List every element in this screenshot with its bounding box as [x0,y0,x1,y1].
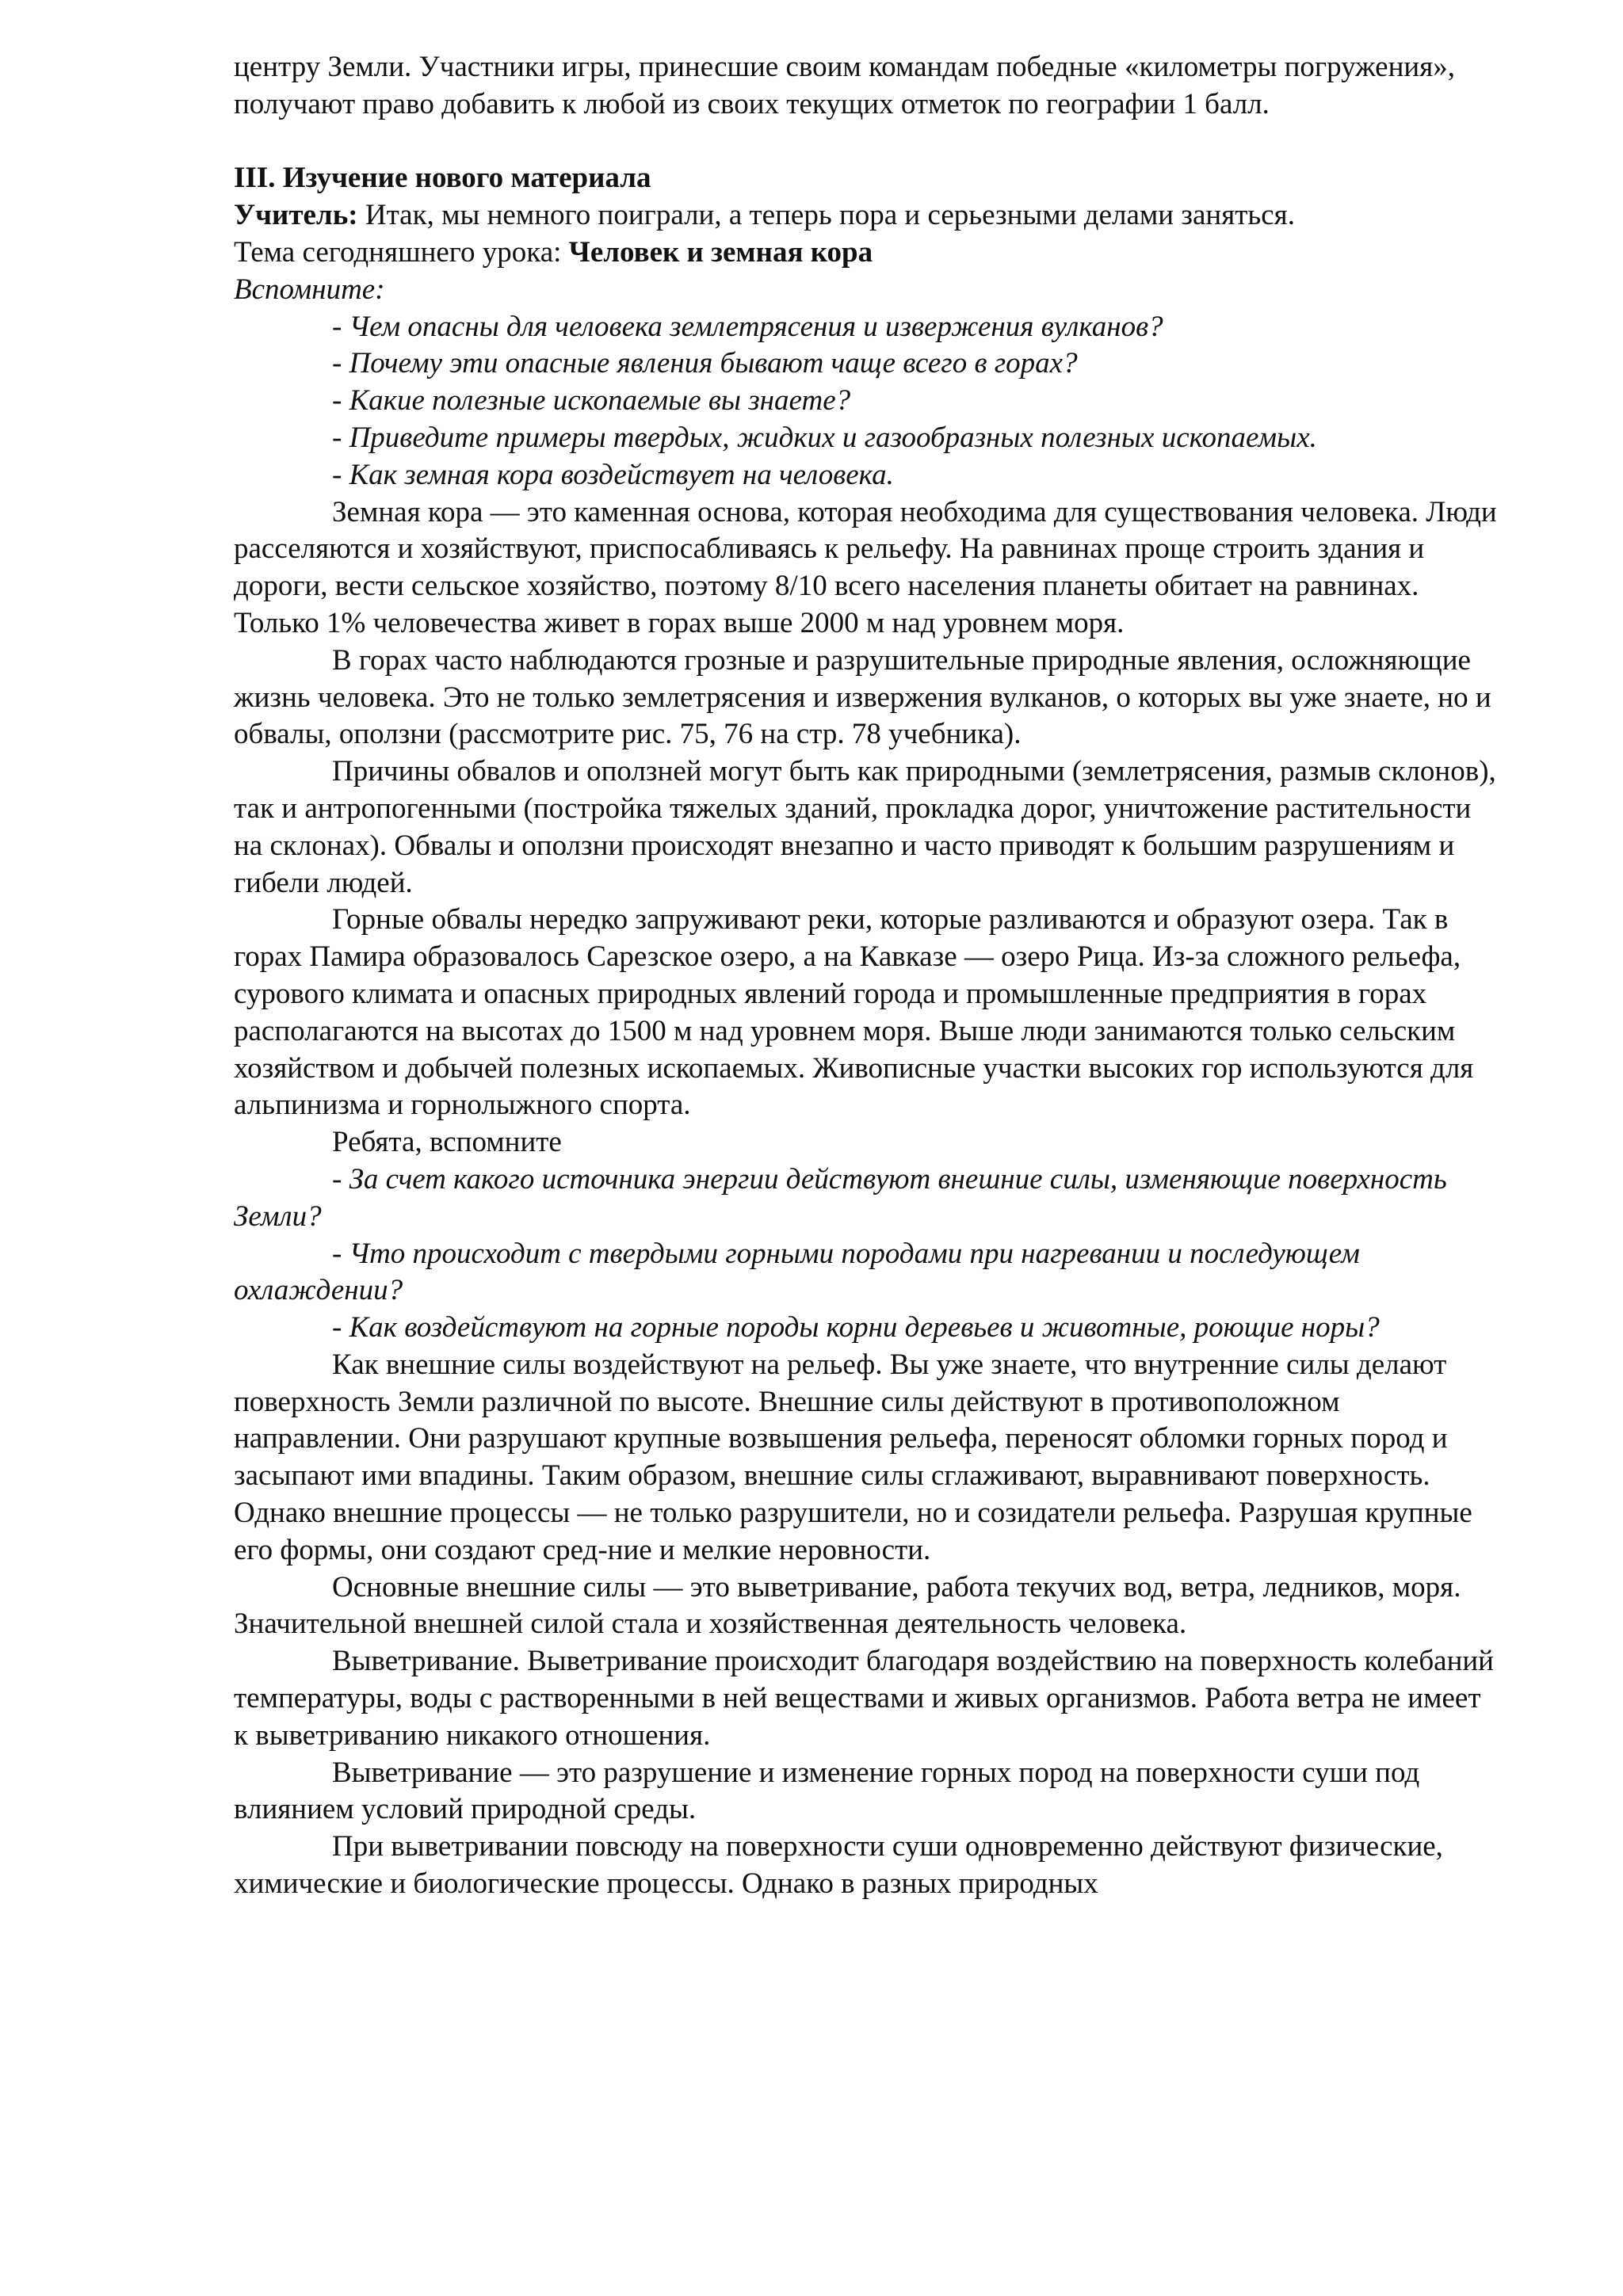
question-item: - Приведите примеры твердых, жидких и газообразных полезных ископаемых. [332,421,1317,454]
body-paragraph: Горные обвалы нередко запруживают реки, которые разливаются и образуют озера. Так в горах Памира образовалось Сарезское озеро, а на Кавказе — озеро Рица. Из-за сложного рельефа, сурового климата и опасных природных явлений города и промышленные предприятия в горах располагаются на высотах до 1500 м над уровнем моря. Выше люди занимаются только сельским хозяйством и добычей полезных ископаемых. Живописные участки высоких гор используются для альпинизма и горнолыжного спорта. [234,903,1474,1122]
body-paragraph: Ребята, вспомните [332,1126,562,1159]
recall-label: Вспомните: [234,273,385,306]
question-item: - Как земная кора воздействует на человека. [332,458,894,491]
topic-prefix: Тема сегодняшнего урока: [234,235,569,269]
body-paragraph: В горах часто наблюдаются грозные и разрушительные природные явления, осложняющие жизнь человека. Это не только землетрясения и извержения вулканов, о которых вы уже знаете, но и обвалы, оползни (рассмотрите рис. 75, 76 на стр. 78 учебника). [234,643,1491,751]
topic-title: Человек и земная кора [568,235,873,269]
document-page [234,49,1502,1903]
body-paragraph: При выветривании повсюду на поверхности суши одновременно действуют физические, химические и биологические процессы. Однако в разных природных [234,1830,1443,1901]
body-paragraph: Земная кора — это каменная основа, которая необходима для существования человека. Люди расселяются и хозяйствуют, приспосабливаясь к рельефу. На равнинах проще строить здания и дороги, вести сельское хозяйство, поэтому 8/10 всего населения планеты обитает на равнинах. Только 1% человечества живет в горах выше 2000 м над уровнем моря. [234,495,1497,639]
body-paragraph: Выветривание. Выветривание происходит благодаря воздействию на поверхность колебаний температуры, воды с растворенными в ней веществами и живых организмов. Работа ветра не имеет к выветриванию никакого отношения. [234,1645,1494,1752]
section-heading: III. Изучение нового материала [234,162,651,195]
teacher-label: Учитель: [234,199,358,232]
recall-questions-2 [234,1161,1502,1347]
question-item: - Какие полезные ископаемые вы знаете? [332,384,851,418]
intro-paragraph: центру Земли. Участники игры, принесшие своим командам победные «километры погружения», получают право добавить к любой из своих текущих отметок по географии 1 балл. [234,51,1455,120]
teacher-text: Итак, мы немного поиграли, а теперь пора и серьезными делами заняться. [357,199,1295,232]
body-paragraph: Причины обвалов и оползней могут быть как природными (землетрясения, размыв склонов), так и антропогенными (постройка тяжелых зданий, прокладка дорог, уничтожение растительности на склонах). Обвалы и оползни происходят внезапно и часто приводят к большим разрушениям и гибели людей. [234,755,1496,899]
question-item: - Как воздействуют на горные породы корни деревьев и животные, роющие норы? [332,1311,1380,1344]
question-item: - Чем опасны для человека землетрясения и извержения вулканов? [332,310,1163,343]
question-item: - Почему эти опасные явления бывают чаще всего в горах? [332,347,1078,380]
spacer [234,124,1502,161]
body-paragraph: Выветривание — это разрушение и изменение горных пород на поверхности суши под влиянием условий природной среды. [234,1756,1420,1826]
question-item: - За счет какого источника энергии действуют внешние силы, изменяющие поверхность Земли? [234,1162,1447,1233]
recall-questions [234,309,1502,494]
teacher-paragraph [234,197,1502,235]
body-paragraph: Основные внешние силы — это выветривание, работа текучих вод, ветра, ледников, моря. Значительной внешней силой стала и хозяйственная деятельность человека. [234,1570,1461,1641]
topic-line [234,235,1502,272]
body-paragraph: Как внешние силы воздействуют на рельеф. Вы уже знаете, что внутренние силы делают поверхность Земли различной по высоте. Внешние силы действуют в противоположном направлении. Они разрушают крупные возвышения рельефа, переносят обломки горных пород и засыпают ими впадины. Таким образом, внешние силы сглаживают, выравнивают поверхность. Однако внешние процессы — не только разрушители, но и созидатели рельефа. Разрушая крупные его формы, они создают сред-ние и мелкие неровности. [234,1348,1472,1566]
question-item: - Что происходит с твердыми горными породами при нагревании и последующем охлаждении? [234,1237,1360,1307]
